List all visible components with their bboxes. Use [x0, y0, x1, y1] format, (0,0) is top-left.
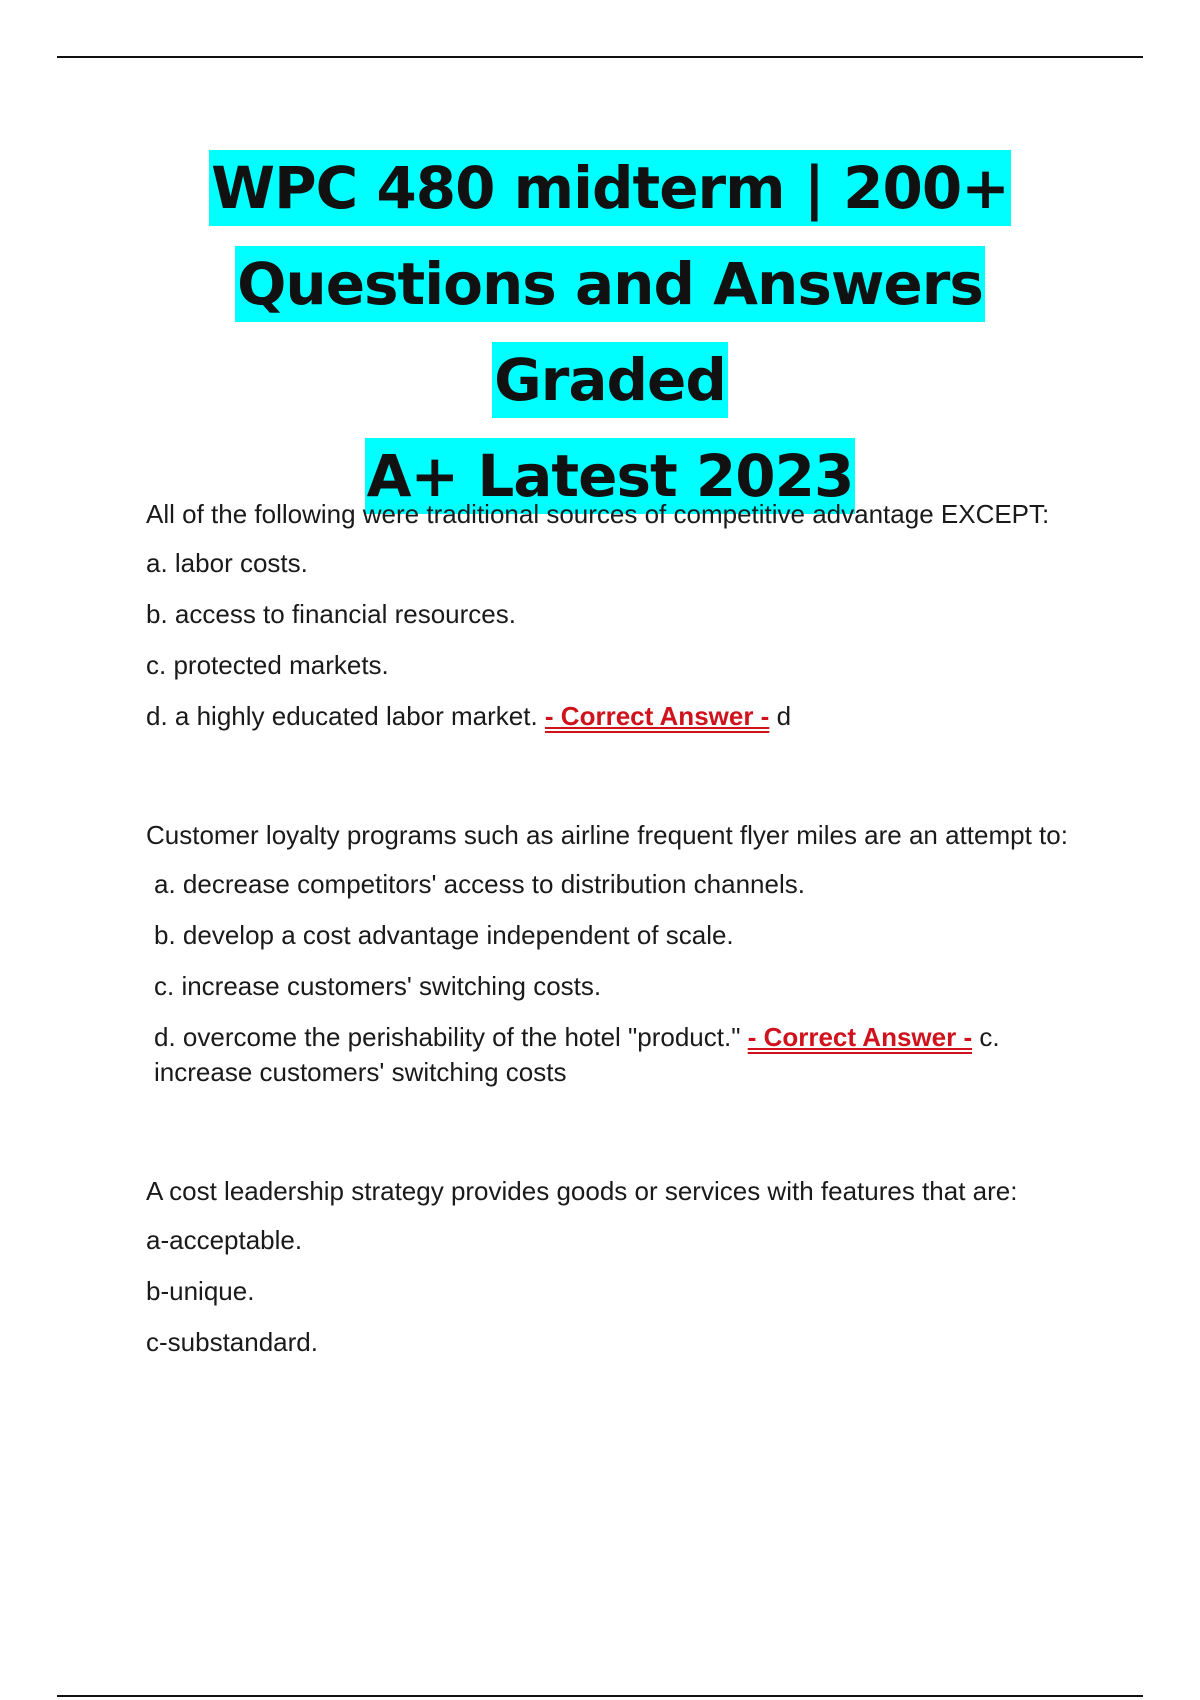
option-d: d. a highly educated labor market. — [146, 701, 538, 731]
option-b: b. develop a cost advantage independent of scale. — [154, 920, 734, 950]
question-text: Customer loyalty programs such as airline frequent flyer miles are an attempt to: — [146, 820, 1068, 850]
option-d: d. overcome the perishability of the hotel "product." — [154, 1022, 741, 1052]
answer-value: c. increase customers' switching costs — [154, 1022, 1000, 1087]
question-block-1 — [146, 497, 1076, 734]
correct-answer-label: - Correct Answer - — [544, 701, 770, 731]
option-a: a. labor costs. — [146, 548, 308, 578]
option-d-with-answer — [146, 1020, 1076, 1090]
option-c: c-substandard. — [146, 1327, 318, 1357]
option-b: b-unique. — [146, 1276, 255, 1306]
option-c: c. protected markets. — [146, 650, 389, 680]
question-text: All of the following were traditional sources of competitive advantage EXCEPT: — [146, 499, 1050, 529]
question-block-2 — [146, 818, 1076, 1090]
answer-value: d — [776, 701, 792, 731]
option-a: a-acceptable. — [146, 1225, 303, 1255]
question-block-3 — [146, 1174, 1076, 1360]
option-c: c. increase customers' switching costs. — [154, 971, 602, 1001]
option-a: a. decrease competitors' access to distribution channels. — [154, 869, 805, 899]
bottom-rule — [57, 1695, 1143, 1697]
title-line-3: A+ Latest 2023 — [365, 438, 856, 514]
correct-answer-label: - Correct Answer - — [747, 1022, 973, 1052]
document-body — [146, 497, 1076, 1444]
title-line-2: Questions and Answers Graded — [235, 246, 985, 418]
option-d-with-answer — [146, 699, 1076, 734]
document-title — [130, 140, 1090, 524]
top-rule — [57, 56, 1143, 58]
title-line-1: WPC 480 midterm | 200+ — [209, 150, 1011, 226]
option-b: b. access to financial resources. — [146, 599, 516, 629]
question-text: A cost leadership strategy provides goods or services with features that are: — [146, 1176, 1018, 1206]
